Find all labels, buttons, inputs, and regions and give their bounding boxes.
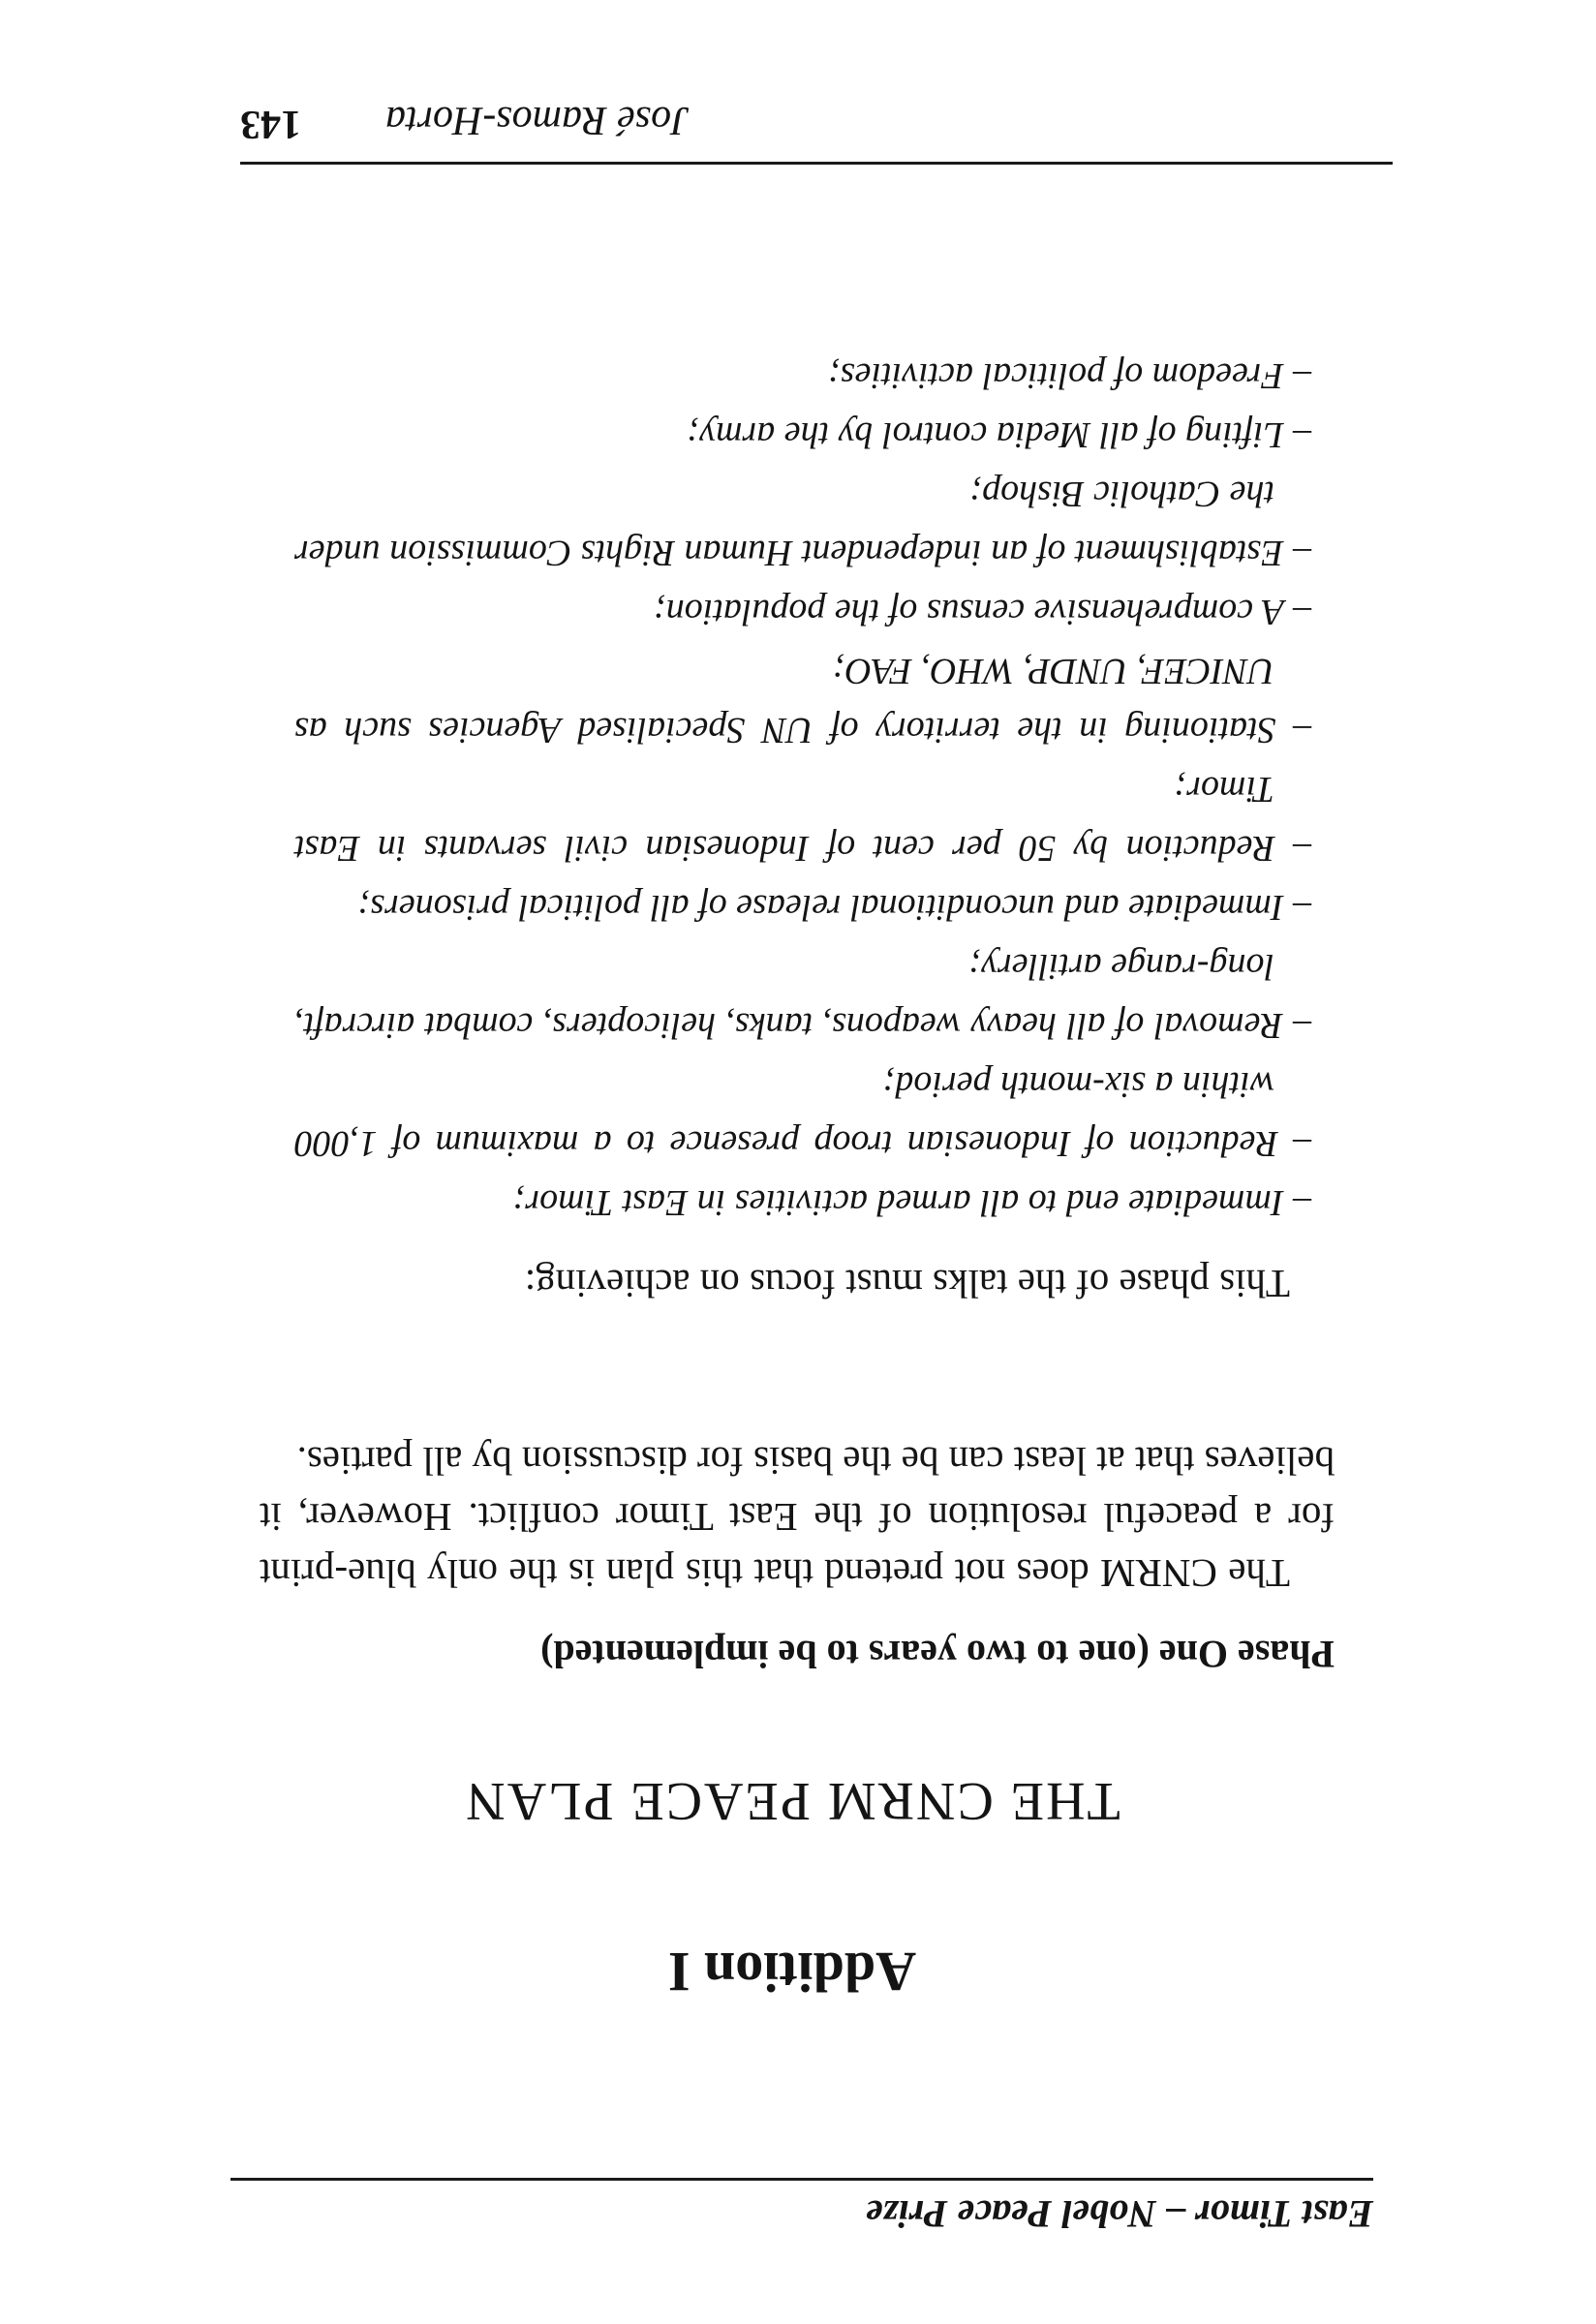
footer-rule (240, 162, 1393, 165)
phase-heading: Phase One (one to two years to be implemented) (540, 1633, 1335, 1676)
plan-title: THE CNRM PEACE PLAN (464, 1771, 1120, 1831)
list-item: – A comprehensive census of the population; (654, 592, 1311, 632)
list-item: – Immediate end to all armed activities in East Timor; (512, 1182, 1311, 1223)
list-item: – Establishment of an independent Human Rights Commission under the Catholic Bishop; (294, 474, 1311, 573)
list-item: – Immediate and unconditional release of all political prisoners; (357, 887, 1311, 928)
phase-focus: This phase of the talks must focus on achieving: (524, 1262, 1290, 1306)
list-item: – Removal of all heavy weapons, tanks, helicopters, combat aircraft, long-range artillery; (294, 946, 1311, 1046)
list-item: – Stationing in the territory of UN Specialised Agencies such as UNICEF, UNDP, WHO, FAO; (294, 651, 1311, 750)
list-item: – Freedom of political activities; (828, 355, 1311, 396)
list-item: – Lifting of all Media control by the army; (687, 414, 1311, 455)
page-number: 143 (240, 102, 301, 146)
list-item: – Reduction of Indonesian troop presence to a maximum of 1,000 within a six-month period; (294, 1064, 1311, 1164)
intro-paragraph: The CNRM does not pretend that this plan is the only blue-print for a peaceful resolution of the East Timor conflict. However, it believes that at least can be the basis for discussion by all parties. (260, 1439, 1335, 1596)
list-item: – Reduction by 50 per cent of Indonesian civil servants in East Timor; (294, 769, 1311, 869)
text-block (230, 0, 1393, 2324)
running-head: East Timor – Nobel Peace Prize (866, 2192, 1373, 2236)
footer-author: José Ramos-Horta (385, 98, 690, 142)
header-rule (230, 2178, 1373, 2181)
demands-list (294, 346, 1311, 1232)
addition-title: Addition I (667, 1941, 917, 2003)
